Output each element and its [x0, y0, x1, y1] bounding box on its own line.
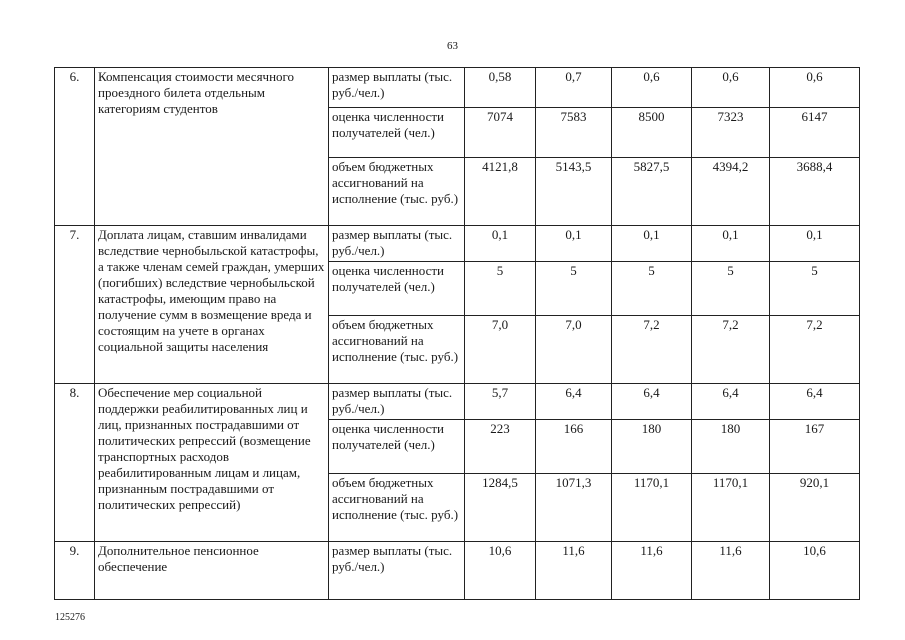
- document-id: 125276: [55, 612, 85, 623]
- indicator-label: размер выплаты (тыс. руб./чел.): [329, 384, 465, 420]
- value-cell: 4121,8: [465, 158, 536, 226]
- indicator-label: объем бюджетных ассигнований на исполнение (тыс. руб.): [329, 316, 465, 384]
- value-cell: 920,1: [770, 474, 860, 542]
- value-cell: 1284,5: [465, 474, 536, 542]
- value-cell: 11,6: [536, 542, 612, 600]
- value-cell: 5143,5: [536, 158, 612, 226]
- row-number: 9.: [55, 542, 95, 600]
- value-cell: 7,2: [770, 316, 860, 384]
- value-cell: 0,6: [692, 68, 770, 108]
- value-cell: 0,58: [465, 68, 536, 108]
- value-cell: 0,1: [465, 226, 536, 262]
- value-cell: 7,0: [536, 316, 612, 384]
- value-cell: 180: [612, 420, 692, 474]
- value-cell: 180: [692, 420, 770, 474]
- page-number: 63: [447, 40, 458, 52]
- value-cell: 6,4: [536, 384, 612, 420]
- value-cell: 1170,1: [612, 474, 692, 542]
- value-cell: 0,1: [536, 226, 612, 262]
- value-cell: 6,4: [692, 384, 770, 420]
- value-cell: 6,4: [770, 384, 860, 420]
- value-cell: 5: [465, 262, 536, 316]
- table-row: [55, 542, 860, 600]
- value-cell: 1170,1: [692, 474, 770, 542]
- value-cell: 0,1: [770, 226, 860, 262]
- value-cell: 10,6: [465, 542, 536, 600]
- value-cell: 7,2: [692, 316, 770, 384]
- table-row: [55, 226, 860, 262]
- value-cell: 5: [692, 262, 770, 316]
- measure-name: Компенсация стоимости месячного проездного билета отдельным категориям студентов: [95, 68, 329, 226]
- indicator-label: размер выплаты (тыс. руб./чел.): [329, 68, 465, 108]
- value-cell: 11,6: [612, 542, 692, 600]
- row-number: 8.: [55, 384, 95, 542]
- row-number: 6.: [55, 68, 95, 226]
- value-cell: 7583: [536, 108, 612, 158]
- table-row: [55, 68, 860, 108]
- measure-name: Дополнительное пенсионное обеспечение: [95, 542, 329, 600]
- value-cell: 7074: [465, 108, 536, 158]
- table-body: [55, 68, 860, 600]
- value-cell: 223: [465, 420, 536, 474]
- value-cell: 166: [536, 420, 612, 474]
- value-cell: 0,6: [770, 68, 860, 108]
- value-cell: 8500: [612, 108, 692, 158]
- value-cell: 6,4: [612, 384, 692, 420]
- indicator-label: оценка численности получателей (чел.): [329, 108, 465, 158]
- value-cell: 0,7: [536, 68, 612, 108]
- value-cell: 167: [770, 420, 860, 474]
- measure-name: Обеспечение мер социальной поддержки реабилитированных лиц и лиц, признанных пострадавшими от политических репрессий (возмещение транспортных расходов реабилитированным лицам и лицам, признанным пострадавшими от политических репрессий): [95, 384, 329, 542]
- indicator-label: оценка численности получателей (чел.): [329, 420, 465, 474]
- value-cell: 4394,2: [692, 158, 770, 226]
- value-cell: 0,1: [692, 226, 770, 262]
- value-cell: 7,2: [612, 316, 692, 384]
- value-cell: 3688,4: [770, 158, 860, 226]
- indicator-label: размер выплаты (тыс. руб./чел.): [329, 542, 465, 600]
- value-cell: 5,7: [465, 384, 536, 420]
- measure-name: Доплата лицам, ставшим инвалидами вследствие чернобыльской катастрофы, а также членам семей граждан, умерших (погибших) вследствие чернобыльской катастрофы, имеющим право на получение сумм в возмещение вреда и состоящим на учете в органах социальной защиты населения: [95, 226, 329, 384]
- indicator-label: оценка численности получателей (чел.): [329, 262, 465, 316]
- indicator-label: размер выплаты (тыс. руб./чел.): [329, 226, 465, 262]
- value-cell: 5: [612, 262, 692, 316]
- row-number: 7.: [55, 226, 95, 384]
- indicator-label: объем бюджетных ассигнований на исполнение (тыс. руб.): [329, 474, 465, 542]
- value-cell: 5: [770, 262, 860, 316]
- value-cell: 5827,5: [612, 158, 692, 226]
- value-cell: 11,6: [692, 542, 770, 600]
- value-cell: 10,6: [770, 542, 860, 600]
- indicator-label: объем бюджетных ассигнований на исполнение (тыс. руб.): [329, 158, 465, 226]
- value-cell: 5: [536, 262, 612, 316]
- value-cell: 1071,3: [536, 474, 612, 542]
- value-cell: 7323: [692, 108, 770, 158]
- table-row: [55, 384, 860, 420]
- value-cell: 6147: [770, 108, 860, 158]
- value-cell: 7,0: [465, 316, 536, 384]
- value-cell: 0,1: [612, 226, 692, 262]
- value-cell: 0,6: [612, 68, 692, 108]
- budget-table: [54, 67, 860, 600]
